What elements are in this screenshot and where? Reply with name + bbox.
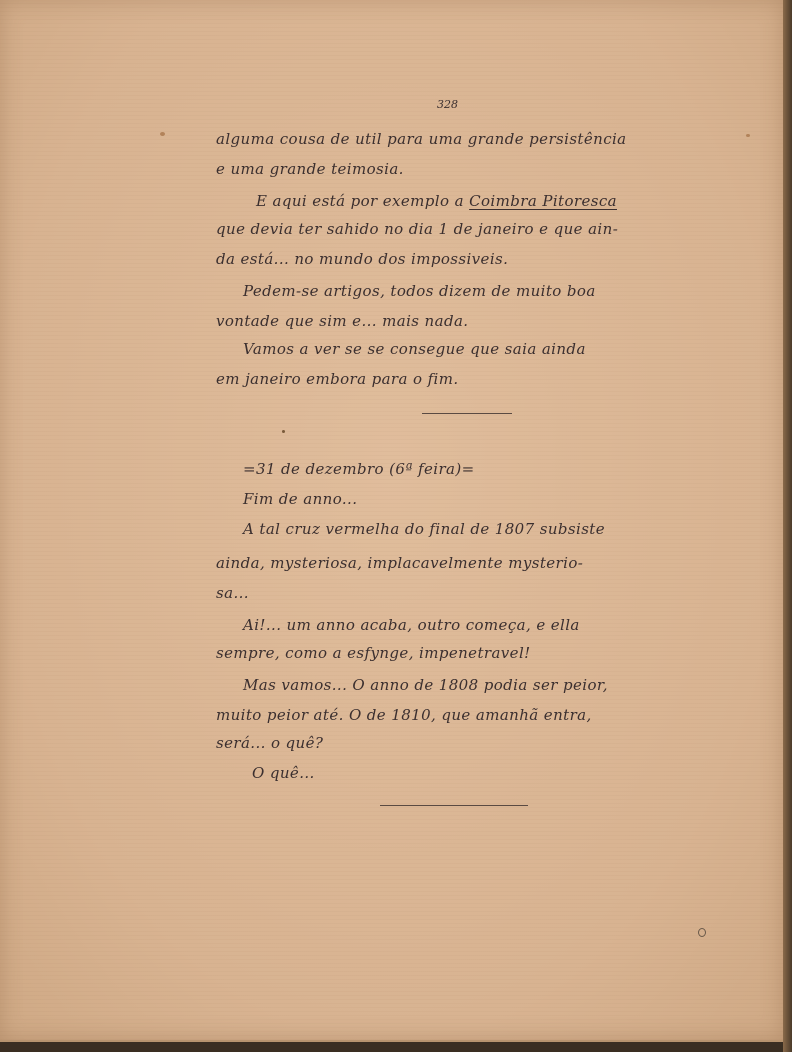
- ink-dot: [282, 430, 285, 433]
- text-line: Ai!... um anno acaba, outro começa, e ella: [243, 616, 580, 634]
- paper-stain: [746, 134, 750, 137]
- text-line: alguma cousa de util para uma grande persistência: [216, 130, 627, 148]
- text-line: que devia ter sahido no dia 1 de janeiro e que ain-: [216, 220, 619, 238]
- page-edge: [783, 0, 792, 1052]
- text-segment: E aqui está por exemplo a: [256, 192, 470, 210]
- text-line: vontade que sim e... mais nada.: [216, 312, 469, 330]
- paper-stain: [160, 132, 165, 136]
- margin-mark: [698, 928, 706, 937]
- text-line: Vamos a ver se se consegue que saia ainda: [243, 340, 586, 358]
- text-line: em janeiro embora para o fim.: [216, 370, 459, 388]
- page-number: 328: [437, 98, 458, 111]
- date-heading: =31 de dezembro (6ª feira)=: [243, 460, 475, 478]
- text-line: A tal cruz vermelha do final de 1807 subsiste: [243, 520, 605, 538]
- text-line: ainda, mysteriosa, implacavelmente mysterio-: [216, 554, 584, 572]
- text-line: sa...: [216, 584, 249, 602]
- text-line: [256, 194, 617, 209]
- book-title: Coimbra Pitoresca: [469, 192, 617, 210]
- text-line: Fim de anno...: [243, 490, 358, 508]
- closing-divider: [380, 805, 528, 806]
- text-line: Pedem-se artigos, todos dizem de muito boa: [243, 282, 596, 300]
- text-line: Mas vamos... O anno de 1808 podia ser peior,: [243, 676, 608, 694]
- text-line: O quê...: [252, 764, 315, 782]
- text-line: da está... no mundo dos impossiveis.: [216, 250, 509, 268]
- section-divider: [422, 413, 512, 414]
- text-line: será... o quê?: [216, 734, 324, 752]
- text-line: sempre, como a esfynge, impenetravel!: [216, 644, 531, 662]
- text-line: muito peior até. O de 1810, que amanhã entra,: [216, 706, 592, 724]
- text-line: e uma grande teimosia.: [216, 160, 404, 178]
